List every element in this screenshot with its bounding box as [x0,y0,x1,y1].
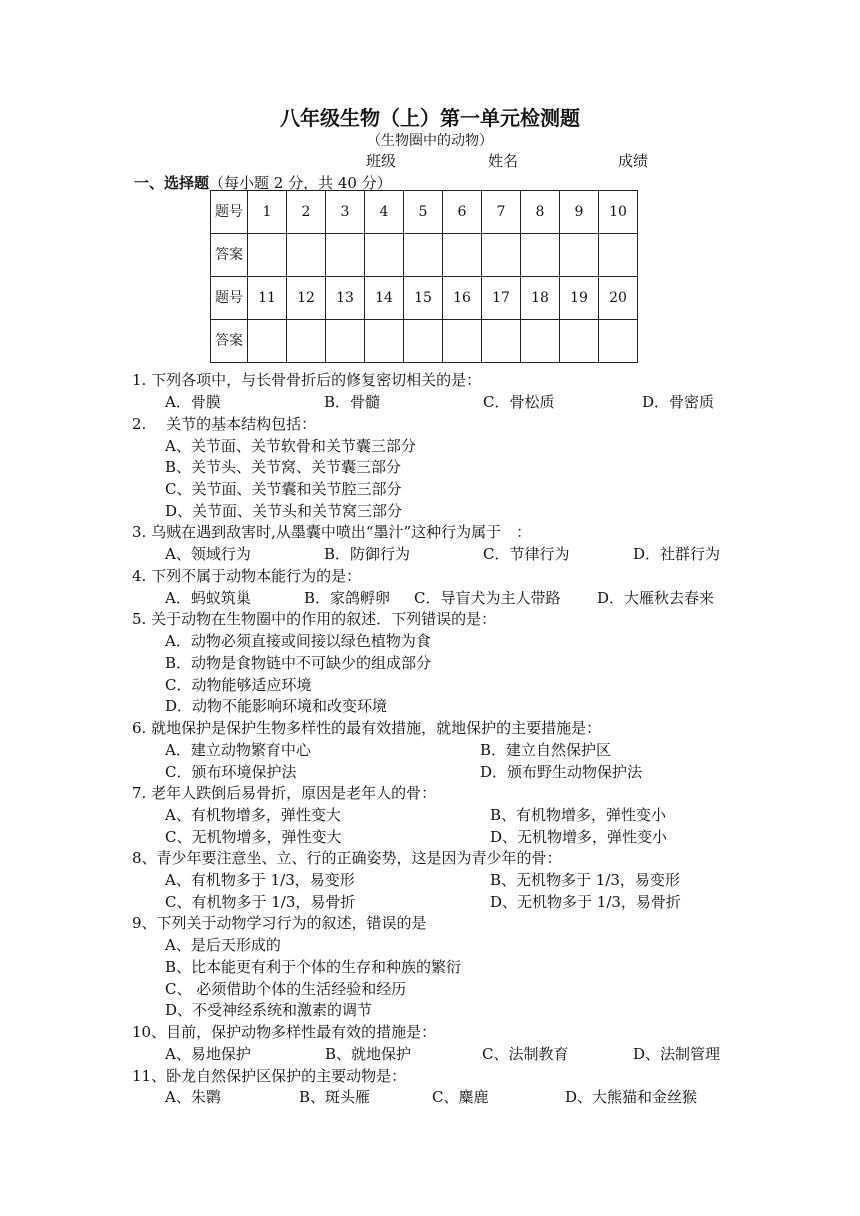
option: B、比本能更有利于个体的生存和种族的繁衍 [165,958,462,976]
option: A、有机物多于 1/3，易变形 [165,871,355,889]
option: D．骨密质 [642,393,715,411]
option: C、无机物增多，弹性变大 [165,828,342,846]
question-number: 2 [287,191,326,234]
option: B、就地保护 [325,1045,412,1063]
table-row [211,191,638,234]
option: C．颁布环境保护法 [165,763,297,781]
question-number: 11 [248,277,287,320]
answer-cell[interactable] [404,234,443,277]
question-number: 7 [482,191,521,234]
option: C．导盲犬为主人带路 [414,589,561,607]
option: B、有机物增多，弹性变小 [490,806,667,824]
question-number: 4 [365,191,404,234]
option: C、法制教育 [482,1045,569,1063]
answer-cell[interactable] [443,234,482,277]
option: A、领域行为 [165,545,251,563]
answer-cell[interactable] [443,320,482,363]
option: B．防御行为 [324,545,411,563]
row-label-answer: 答案 [211,320,248,363]
row-label-question: 题号 [211,277,248,320]
option: A．蚂蚁筑巢 [165,589,251,607]
section-note: （每小题 2 分，共 40 分） [209,174,392,192]
question-number: 12 [287,277,326,320]
answer-cell[interactable] [326,234,365,277]
option: D．大雁秋去春来 [597,589,715,607]
question-stem: 4. 下列不属于动物本能行为的是： [132,567,362,585]
question-stem: 5. 关于动物在生物圈中的作用的叙述．下列错误的是： [132,610,497,628]
question-stem: 7. 老年人跌倒后易骨折，原因是老年人的骨： [132,784,437,802]
question-number: 17 [482,277,521,320]
option: A．骨膜 [165,393,221,411]
question-number: 15 [404,277,443,320]
question-stem: 11、卧龙自然保护区保护的主要动物是： [132,1067,407,1085]
option: A、是后天形成的 [165,936,281,954]
option: B、无机物多于 1/3，易变形 [490,871,680,889]
section-title: 一、选择题 [134,174,210,192]
answer-cell[interactable] [248,234,287,277]
option: D、无机物增多，弹性变小 [490,828,668,846]
answer-cell[interactable] [521,320,560,363]
answer-cell[interactable] [365,320,404,363]
option: A、有机物增多，弹性变大 [165,806,341,824]
table-row [211,234,638,277]
option: D、不受神经系统和激素的调节 [165,1001,373,1019]
question-stem: 3. 乌贼在遇到敌害时,从墨囊中喷出“墨汁”这种行为属于 ： [132,523,532,541]
option: C．骨松质 [483,393,555,411]
question-stem: 6. 就地保护是保护生物多样性的最有效措施，就地保护的主要措施是： [132,719,602,737]
page-title: 八年级生物（上）第一单元检测题 [280,106,580,130]
question-stem: 10、目前，保护动物多样性最有效的措施是： [132,1023,437,1041]
question-number: 16 [443,277,482,320]
answer-cell[interactable] [599,320,638,363]
question-stem: 9、下列关于动物学习行为的叙述，错误的是 [132,914,427,932]
option: D．社群行为 [633,545,721,563]
option: D、关节面、关节头和关节窝三部分 [165,502,403,520]
table-row [211,320,638,363]
answer-cell[interactable] [560,234,599,277]
option: D、无机物多于 1/3，易骨折 [490,893,681,911]
option: A．动物必须直接或间接以绿色植物为食 [165,632,431,650]
answer-cell[interactable] [365,234,404,277]
question-number: 13 [326,277,365,320]
question-number: 20 [599,277,638,320]
option: C、关节面、关节囊和关节腔三部分 [165,480,402,498]
answer-cell[interactable] [482,320,521,363]
question-number: 9 [560,191,599,234]
table-row [211,277,638,320]
option: A、易地保护 [165,1045,251,1063]
question-number: 19 [560,277,599,320]
option: A、朱鹮 [165,1088,221,1106]
question-number: 6 [443,191,482,234]
option: C、麋鹿 [432,1088,489,1106]
question-number: 1 [248,191,287,234]
option: C、有机物多于 1/3，易骨折 [165,893,356,911]
option: B、关节头、关节窝、关节囊三部分 [165,458,402,476]
option: A、关节面、关节软骨和关节囊三部分 [165,437,416,455]
row-label-question: 题号 [211,191,248,234]
option: B．骨髓 [324,393,381,411]
option: C．节律行为 [483,545,570,563]
answer-cell[interactable] [248,320,287,363]
question-number: 10 [599,191,638,234]
question-number: 5 [404,191,443,234]
option: B、斑头雁 [299,1088,371,1106]
option: B．家鸽孵卵 [304,589,391,607]
option: D、法制管理 [633,1045,721,1063]
answer-cell[interactable] [560,320,599,363]
answer-table [210,190,638,363]
question-stem: 1. 下列各项中，与长骨骨折后的修复密切相关的是： [132,371,482,389]
option: D．颁布野生动物保护法 [480,763,643,781]
option: A．建立动物繁育中心 [165,741,311,759]
answer-cell[interactable] [521,234,560,277]
answer-cell[interactable] [599,234,638,277]
question-stem: 2. 关节的基本结构包括： [132,415,317,433]
option: B．建立自然保护区 [480,741,612,759]
answer-cell[interactable] [404,320,443,363]
option: D．动物不能影响环境和改变环境 [165,697,388,715]
question-number: 8 [521,191,560,234]
class-label: 班级 [366,152,397,170]
option: C、 必须借助个体的生活经验和经历 [165,980,407,998]
option: D、大熊猫和金丝猴 [565,1088,698,1106]
option: C．动物能够适应环境 [165,676,312,694]
answer-cell[interactable] [287,234,326,277]
page-subtitle: （生物圈中的动物） [367,133,493,149]
question-stem: 8、青少年要注意坐、立、行的正确姿势，这是因为青少年的骨： [132,849,562,867]
question-number: 3 [326,191,365,234]
name-label: 姓名 [488,152,519,170]
row-label-answer: 答案 [211,234,248,277]
answer-cell[interactable] [287,320,326,363]
question-number: 14 [365,277,404,320]
score-label: 成绩 [618,152,649,170]
answer-cell[interactable] [326,320,365,363]
answer-cell[interactable] [482,234,521,277]
option: B．动物是食物链中不可缺少的组成部分 [165,654,432,672]
question-number: 18 [521,277,560,320]
